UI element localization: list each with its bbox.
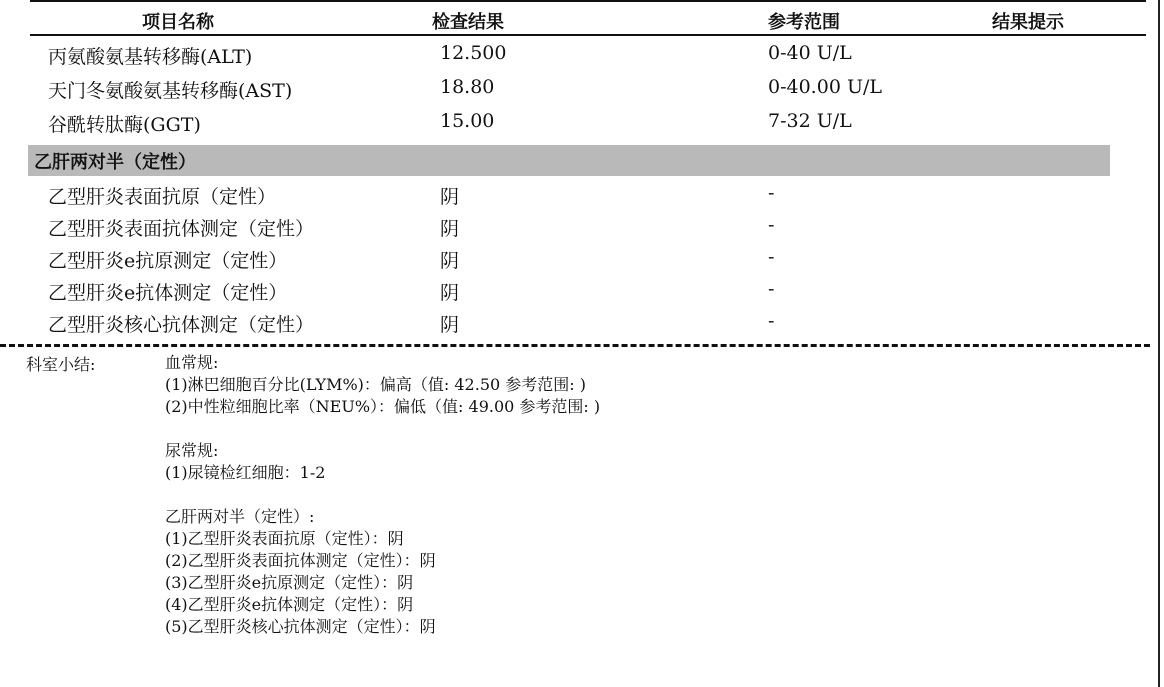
header-hint: 结果提示 xyxy=(992,12,1064,33)
row-name: 乙型肝炎表面抗体测定（定性） xyxy=(48,218,315,240)
row-name: 乙型肝炎e抗原测定（定性） xyxy=(48,250,288,272)
row-name: 乙型肝炎表面抗原（定性） xyxy=(48,186,277,208)
row-reference: - xyxy=(768,214,775,236)
row-name: 乙型肝炎核心抗体测定（定性） xyxy=(48,314,315,336)
summary-urine-item: (1)尿镜检红细胞：1-2 xyxy=(165,463,326,482)
row-result: 12.500 xyxy=(440,42,507,64)
section-title: 乙肝两对半（定性） xyxy=(34,152,196,173)
summary-blood-item: (2)中性粒细胞比率（NEU%）：偏低（值: 49.00 参考范围: ) xyxy=(165,397,601,416)
department-summary xyxy=(165,352,600,638)
table-row xyxy=(0,76,1100,106)
table-row xyxy=(0,310,1100,340)
summary-hep-item: (4)乙型肝炎e抗体测定（定性）：阴 xyxy=(165,595,414,614)
summary-hep-item: (2)乙型肝炎表面抗体测定（定性）：阴 xyxy=(165,551,436,570)
row-reference: - xyxy=(768,278,775,300)
row-reference: 0-40 U/L xyxy=(768,42,852,64)
dashed-divider xyxy=(0,344,1150,347)
table-header xyxy=(30,0,1146,36)
row-result: 阴 xyxy=(440,186,460,208)
table-row xyxy=(0,246,1100,276)
row-reference: - xyxy=(768,182,775,204)
table-row xyxy=(0,214,1100,244)
summary-blood-item: (1)淋巴细胞百分比(LYM%)：偏高（值: 42.50 参考范围: ) xyxy=(165,375,586,394)
row-name: 天门冬氨酸氨基转移酶(AST) xyxy=(48,80,293,102)
table-row xyxy=(0,110,1100,140)
row-name: 谷酰转肽酶(GGT) xyxy=(48,114,201,136)
row-name: 乙型肝炎e抗体测定（定性） xyxy=(48,282,288,304)
summary-hep-item: (5)乙型肝炎核心抗体测定（定性）：阴 xyxy=(165,617,436,636)
row-reference: 7-32 U/L xyxy=(768,110,852,132)
row-reference: 0-40.00 U/L xyxy=(768,76,882,98)
table-row xyxy=(0,182,1100,212)
header-result: 检查结果 xyxy=(432,12,504,33)
row-reference: - xyxy=(768,246,775,268)
row-result: 阴 xyxy=(440,314,460,336)
header-item-name: 项目名称 xyxy=(142,12,214,33)
summary-hep-item: (3)乙型肝炎e抗原测定（定性）：阴 xyxy=(165,573,414,592)
page-right-border xyxy=(1158,0,1160,687)
row-result: 阴 xyxy=(440,282,460,304)
row-name: 丙氨酸氨基转移酶(ALT) xyxy=(48,46,253,68)
table-row xyxy=(0,278,1100,308)
summary-label: 科室小结: xyxy=(26,355,96,374)
row-reference: - xyxy=(768,310,775,332)
row-result: 18.80 xyxy=(440,76,495,98)
section-header xyxy=(28,145,1110,176)
summary-blood-title: 血常规: xyxy=(165,353,219,372)
summary-hep-item: (1)乙型肝炎表面抗原（定性）：阴 xyxy=(165,529,404,548)
row-result: 阴 xyxy=(440,218,460,240)
row-result: 15.00 xyxy=(440,110,495,132)
summary-spacer xyxy=(165,418,600,440)
header-reference: 参考范围 xyxy=(768,12,840,33)
summary-spacer xyxy=(165,484,600,506)
summary-urine-title: 尿常规: xyxy=(165,441,219,460)
row-result: 阴 xyxy=(440,250,460,272)
summary-hep-title: 乙肝两对半（定性）: xyxy=(165,507,315,526)
table-row xyxy=(0,42,1100,72)
